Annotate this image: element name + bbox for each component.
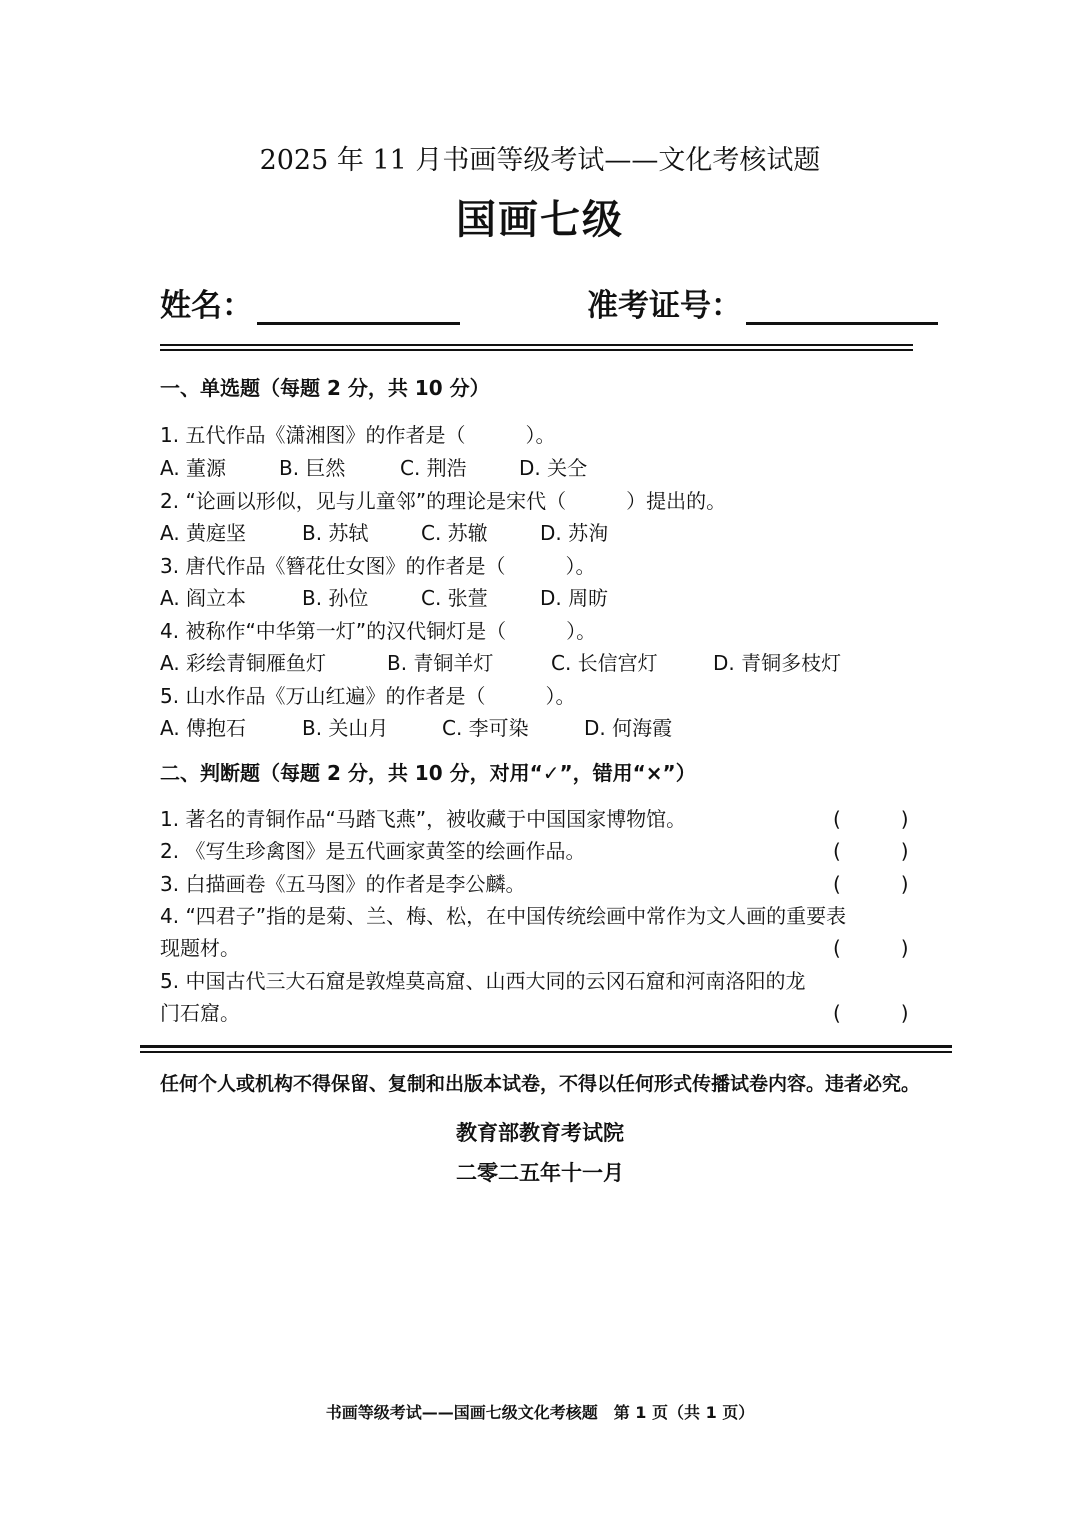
option: B. 孙位 [302,586,369,610]
question-text: 1. 五代作品《潇湘图》的作者是（ ）。 [160,423,556,447]
option: C. 苏辙 [421,521,488,545]
judgment-text: 3. 白描画卷《五马图》的作者是李公麟。 [160,872,526,896]
option: D. 关仝 [519,456,588,480]
judgment-text-continued: 门石窟。 [160,1001,240,1025]
header-divider [160,344,913,351]
option: A. 阎立本 [160,586,247,610]
copyright-notice: 任何个人或机构不得保留、复制和出版本试卷，不得以任何形式传播试卷内容。违者必究。 [159,1073,920,1095]
name-field [160,280,460,325]
judgment-text: 5. 中国古代三大石窟是敦煌莫高窟、山西大同的云冈石窟和河南洛阳的龙 [160,969,806,993]
judgment-text: 1. 著名的青铜作品“马踏飞燕”，被收藏于中国国家博物馆。 [160,807,687,831]
section-heading-true-false: 二、判断题（每题 2 分，共 10 分，对用“✓”，错用“×”） [160,761,696,785]
name-blank[interactable] [257,288,460,325]
level-title: 国画七级 [456,196,624,243]
option: A. 傅抱石 [160,716,247,740]
issuer: 教育部教育考试院 [456,1121,624,1145]
exam-title: 2025 年 11 月书画等级考试——文化考核试题 [259,145,821,176]
option: C. 荆浩 [400,456,467,480]
question-text: 4. 被称作“中华第一灯”的汉代铜灯是（ ）。 [160,619,597,643]
option: D. 青铜多枝灯 [713,651,842,675]
name-label: 姓名： [160,288,253,324]
option: C. 张萱 [421,586,488,610]
footer-divider [140,1045,952,1053]
option: B. 苏轼 [302,521,369,545]
option: A. 董源 [160,456,227,480]
option: B. 青铜羊灯 [387,651,494,675]
answer-blank[interactable]: ( ) [833,839,909,863]
answer-blank[interactable]: ( ) [833,1001,909,1025]
issue-date: 二零二五年十一月 [456,1161,624,1185]
section-heading-single-choice: 一、单选题（每题 2 分，共 10 分） [160,376,490,400]
question-text: 2. “论画以形似，见与儿童邻”的理论是宋代（ ）提出的。 [160,489,727,513]
answer-blank[interactable]: ( ) [833,936,909,960]
option: D. 何海霞 [584,716,673,740]
page-footer: 书画等级考试——国画七级文化考核题 第 1 页（共 1 页） [325,1403,755,1422]
judgment-text: 2. 《写生珍禽图》是五代画家黄筌的绘画作品。 [160,839,586,863]
exam-id-field [587,280,938,325]
exam-id-label: 准考证号： [587,288,742,324]
exam-id-blank[interactable] [746,288,938,325]
option: A. 彩绘青铜雁鱼灯 [160,651,327,675]
option: D. 周昉 [540,586,609,610]
option: B. 关山月 [302,716,389,740]
answer-blank[interactable]: ( ) [833,807,909,831]
option: B. 巨然 [279,456,346,480]
option: A. 黄庭坚 [160,521,247,545]
option: D. 苏洵 [540,521,609,545]
judgment-text-continued: 现题材。 [160,936,240,960]
answer-blank[interactable]: ( ) [833,872,909,896]
question-text: 3. 唐代作品《簪花仕女图》的作者是（ ）。 [160,554,596,578]
judgment-text: 4. “四君子”指的是菊、兰、梅、松，在中国传统绘画中常作为文人画的重要表 [160,904,847,928]
option: C. 长信宫灯 [551,651,658,675]
question-text: 5. 山水作品《万山红遍》的作者是（ ）。 [160,684,576,708]
option: C. 李可染 [442,716,529,740]
